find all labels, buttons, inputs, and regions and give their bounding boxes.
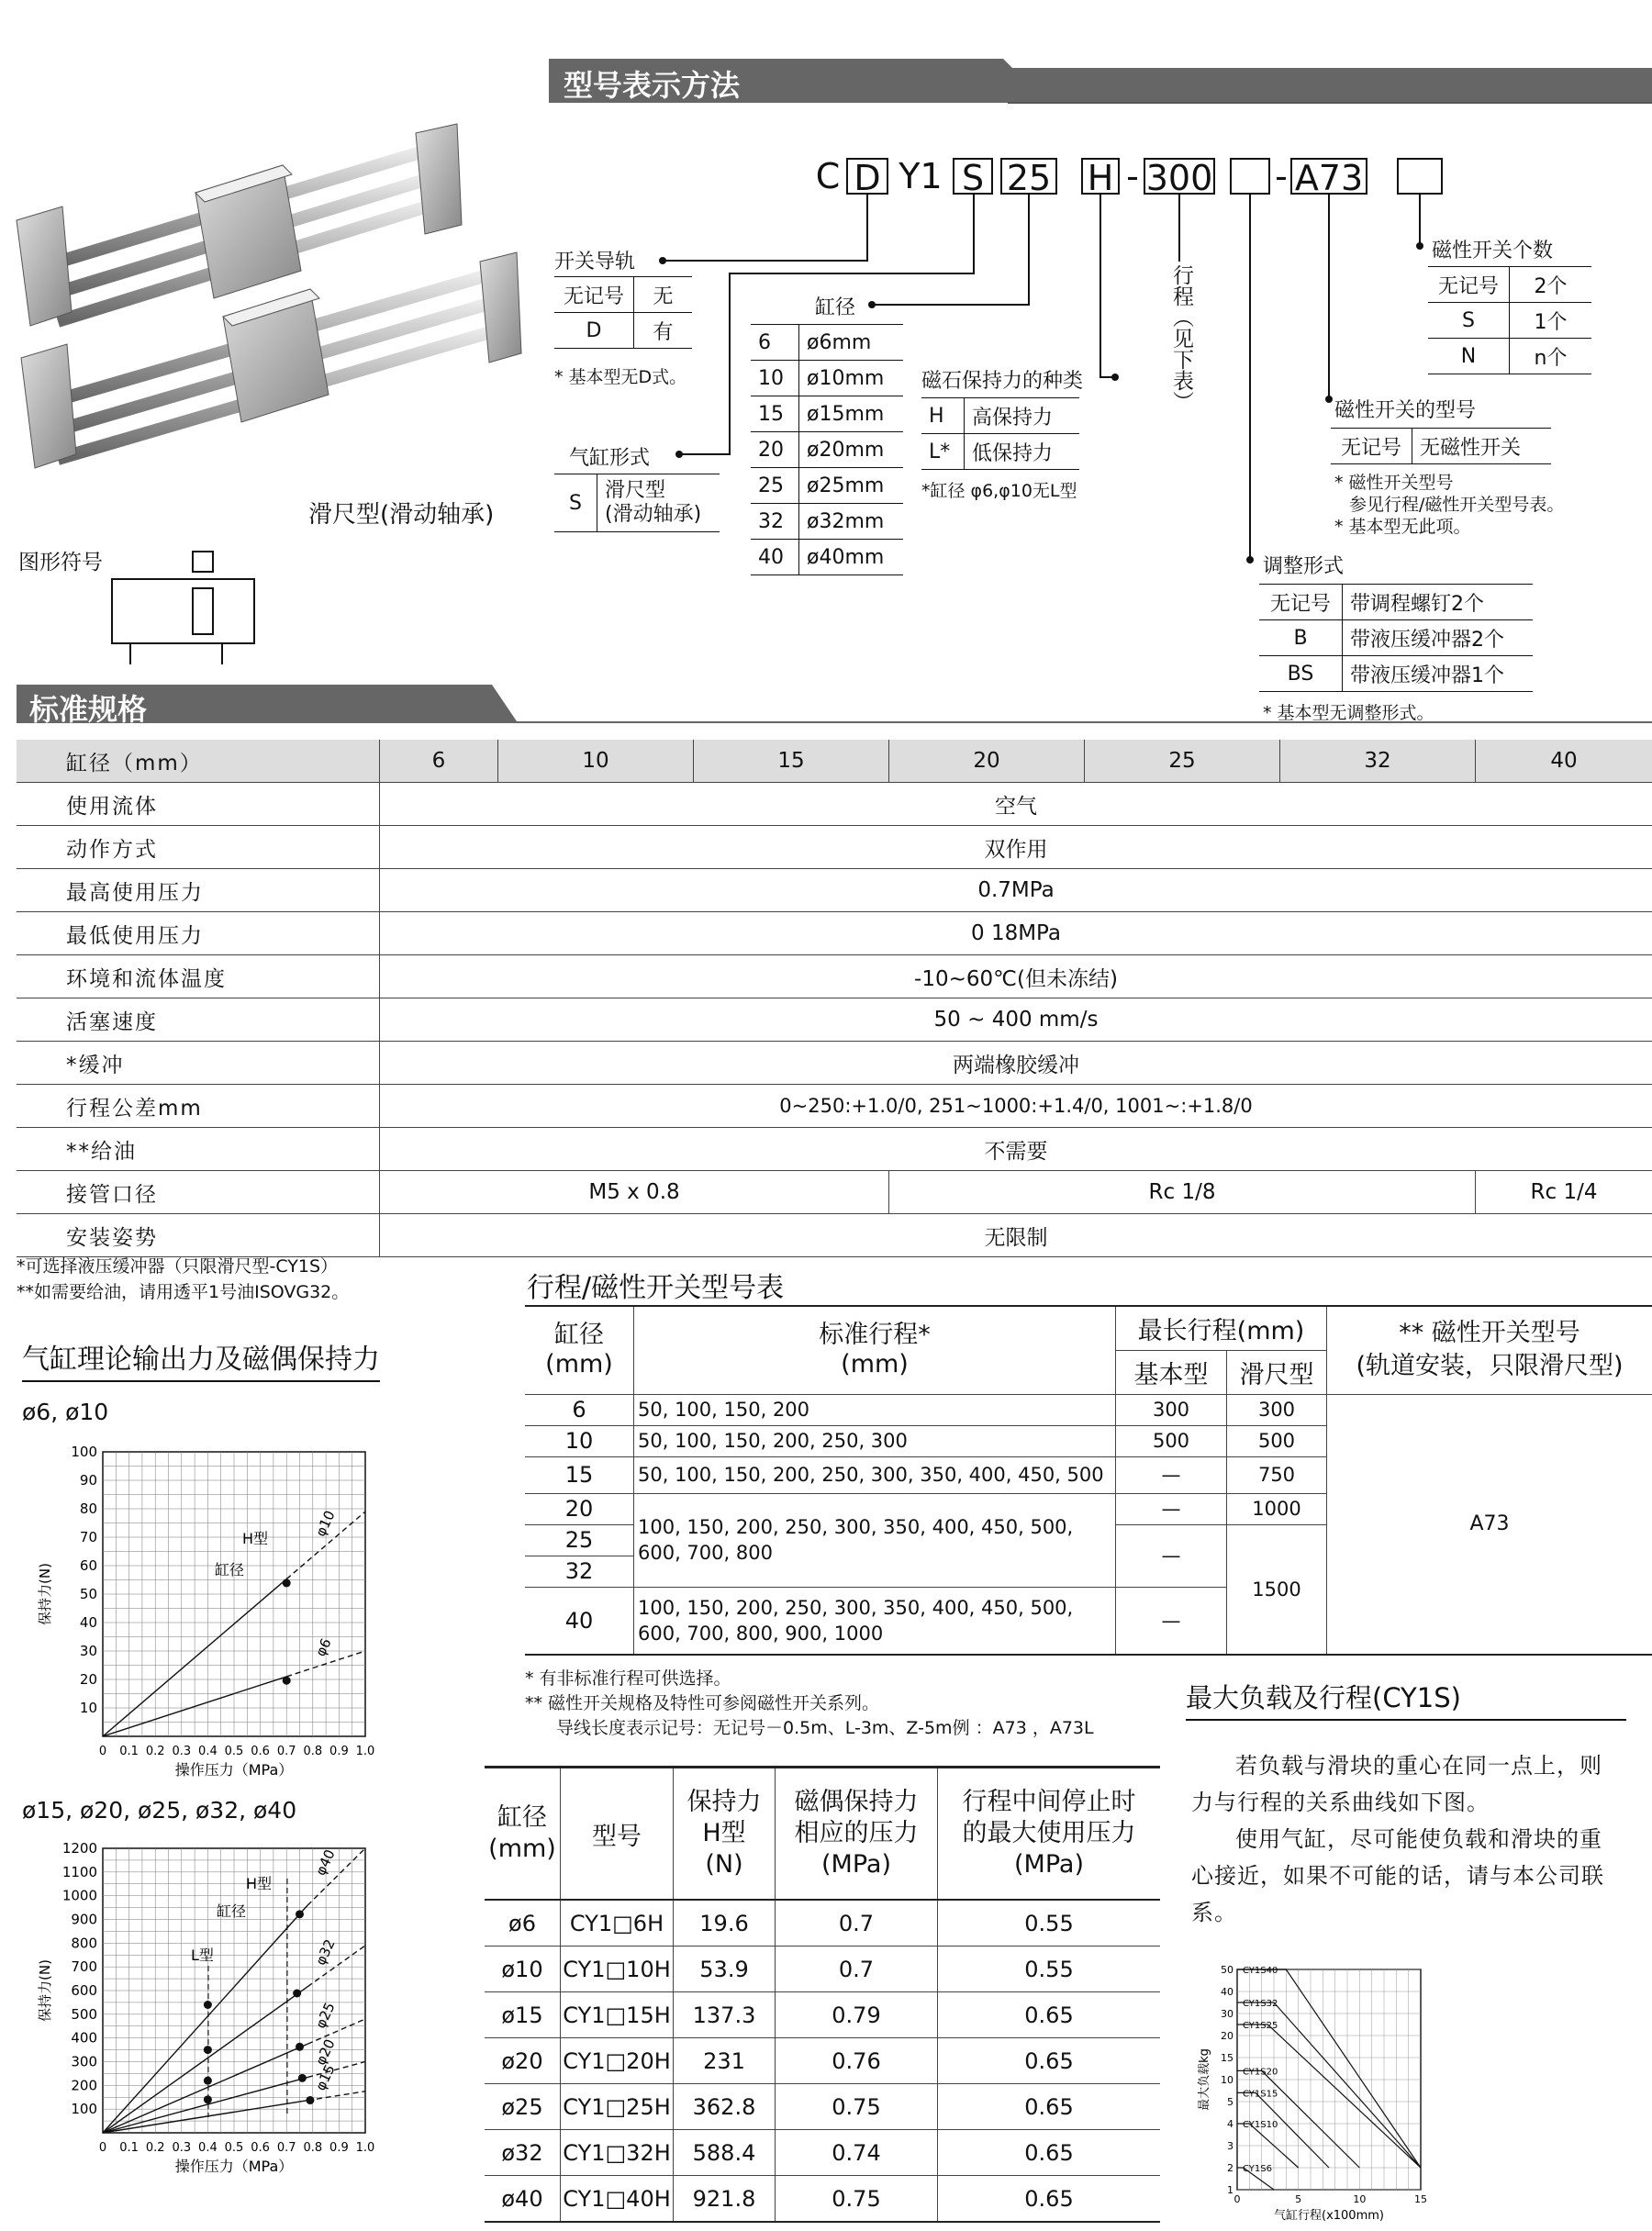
y-tick-label: 40 [1221,1986,1233,1998]
x-tick-label: 0.6 [251,2141,270,2155]
x-tick-label: 10 [1353,2193,1367,2205]
model-notation-title: 型号表示方法 [564,68,741,103]
stroke-table: 缸径 (mm) 标准行程* (mm) 最长行程(mm) ** 磁性开关型号 (轨道安装，只限滑尺型) 基本型 滑尺型 6 50, 100, 150, 200 300 300 A73 10 50, 100, 150, 200, 250, 300 500 500 15 50, 100, 150, 200, 250, 300, 350, 400, 450, 500 — 750 20 100, 150, 200, 250, 300, 350, 400, 450, 500, 600, 700, 800 — 1000 25 — 1500 32 40 100, 150, 200, 250, 300, 350, 400, 450, 500, 600, 700, 800, 900, 1000 — [525,1305,1652,1656]
switch-rail-note: * 基本型无D式。 [554,367,687,387]
standard-specs-header-bar [17,685,1652,731]
x-tick-label: 0.7 [276,1745,296,1758]
y-tick-label: 600 [71,1982,97,1999]
data-point [296,2043,304,2051]
data-point [296,1910,304,1918]
load-text: 若负载与滑块的重心在同一点上，则力与行程的关系曲线如下图。 使用气缸，尽可能使负载和滑块的重心接近，如果不可能的话，请与本公司联系。 [1191,1753,1604,1925]
y-tick-label: 3 [1227,2140,1233,2152]
code-part-c: C [815,156,841,196]
y-tick-label: 1100 [61,1863,97,1880]
hold-row: ø15 CY1□15H 137.3 0.79 0.65 [485,1992,1160,2038]
adjust-table: 无记号 带调程螺钉2个 B 带液压缓冲器2个 BS 带液压缓冲器1个 [1259,584,1533,692]
y-tick-label: 60 [79,1557,97,1574]
y-tick-label: 15 [1221,2052,1233,2064]
y-tick-label: 900 [71,1911,97,1928]
series-label: CY1S25 [1243,2021,1278,2031]
series-label: φ10 [312,1508,339,1540]
spec-table: 缸径（mm） 6 10 15 20 25 32 40 使用流体 空气 动作方式 双作用 最高使用压力 0.7MPa 最低使用压力 0 18MPa 环境和流体温度 -10~60℃(但未冻结) 活塞速度 50 ~ 400 mm/s *缓冲 两端橡胶缓冲 行程公差mm 0~250:+1.0/0, 251~1000:+1.4/0, 1001~:+1.8/0 **给油 不需要 接管口径 M5 x 0.8 Rc 1/8 Rc 1/4 安装姿势 无限制 [17,740,1652,1257]
y-tick-label: 500 [71,2005,97,2023]
y-tick-label: 2 [1227,2162,1233,2174]
series-line [103,2044,307,2133]
y-tick-label: 1 [1227,2184,1233,2196]
x-tick-label: 15 [1414,2193,1427,2205]
x-tick-label: 0.4 [198,2141,218,2155]
switch-model-title: 磁性开关的型号 [1334,399,1477,422]
switch-rail-title: 开关导轨 [554,251,636,273]
data-point [204,2046,212,2054]
x-tick-label: 0.3 [172,2141,192,2155]
y-tick-label: 400 [71,2029,97,2047]
data-point [204,2095,212,2103]
y-tick-label: 100 [71,1444,97,1460]
hold-row: ø20 CY1□20H 231 0.76 0.65 [485,2038,1160,2084]
x-tick-label: 1.0 [355,1745,374,1758]
switch-count-title: 磁性开关个数 [1432,240,1554,262]
switch-rail-table: 无记号 无 D 有 [554,276,692,349]
chart1-subtitle: ø6, ø10 [22,1399,109,1425]
y-tick-label: 100 [71,2101,97,2118]
code-part-magnet-force: H [1081,158,1120,195]
y-tick-label: 20 [79,1671,97,1688]
hold-row: ø32 CY1□32H 588.4 0.74 0.65 [485,2130,1160,2176]
bore-table: 6 ø6mm 10 ø10mm 15 ø15mm 20 ø20mm 25 ø25mm 32 ø32mm 40 ø40mm [751,324,903,575]
bore-title: 缸径 [815,296,856,319]
y-axis-label: 保持力(N) [37,1563,53,1625]
x-tick-label: 0.8 [303,2141,323,2155]
stroke-table-title: 行程/磁性开关型号表 [527,1272,785,1304]
y-axis-label: 保持力(N) [37,1959,53,2022]
chart-holding-force-large [26,1828,374,2188]
series-line-dashed [307,2092,365,2101]
adjust-title: 调整形式 [1263,555,1345,578]
load-title: 最大负载及行程(CY1S) [1186,1678,1626,1721]
data-point [204,2077,212,2085]
y-tick-label: 90 [79,1472,97,1489]
x-tick-label: 0.1 [119,2141,139,2155]
magnet-force-title: 磁石保持力的种类 [921,370,1084,393]
code-part-stroke: 300 [1144,158,1215,195]
data-point [283,1578,291,1587]
force-title: 气缸理论输出力及磁偶保持力 [22,1336,380,1382]
x-tick-label: 0.9 [329,1745,349,1758]
y-tick-label: 50 [1221,1964,1233,1976]
chart-holding-force-small [26,1432,374,1791]
series-label: φ25 [312,2000,339,2032]
x-tick-label: 0.5 [224,1745,244,1758]
series-label: CY1S10 [1243,2120,1278,2130]
y-tick-label: 20 [1221,2030,1233,2042]
code-part-y1: Y1 [899,156,943,196]
code-part-switch-model: A73 [1290,158,1367,195]
x-tick-label: 1.0 [355,2141,374,2155]
switch-model-table: 无记号 无磁性开关 [1331,428,1551,464]
hold-row: ø10 CY1□10H 53.9 0.7 0.55 [485,1947,1160,1992]
code-dash-1: - [1126,156,1139,196]
y-tick-label: 10 [79,1700,97,1716]
y-tick-label: 50 [79,1586,97,1602]
x-tick-label: 0.3 [172,1745,192,1758]
y-tick-label: 800 [71,1935,97,1952]
switch-count-table: 无记号 2个 S 1个 N n个 [1428,266,1591,374]
series-label: φ20 [312,2036,339,2069]
x-tick-label: 0.6 [251,1745,270,1758]
data-point [306,2096,314,2104]
hold-row: ø25 CY1□25H 362.8 0.75 0.65 [485,2084,1160,2130]
y-tick-label: 1200 [61,1840,97,1857]
annotation-bore: 缸径 [217,1902,247,1920]
spec-notes: *可选择液压缓冲器（只限滑尺型-CY1S） **如需要给油，请用透平1号油ISOVG32。 [17,1256,350,1302]
code-dash-2: - [1275,156,1288,196]
chart2-subtitle: ø15, ø20, ø25, ø32, ø40 [22,1797,297,1824]
y-tick-label: 200 [71,2077,97,2094]
data-point [283,1677,291,1685]
hold-row: ø6 CY1□6H 19.6 0.7 0.55 [485,1900,1160,1947]
y-tick-label: 30 [79,1643,97,1659]
y-tick-label: 5 [1227,2096,1233,2108]
series-label: φ15 [312,2061,339,2093]
y-tick-label: 30 [1221,2008,1233,2020]
series-line [1237,2092,1329,2168]
adjust-note: * 基本型无调整形式。 [1263,703,1434,723]
stroke-table-switch: A73 [1327,1394,1652,1655]
series-label: CY1S6 [1243,2164,1272,2174]
x-axis-label: 操作压力（MPa） [174,1761,294,1779]
x-tick-label: 0.8 [303,1745,323,1758]
x-tick-label: 0 [98,2141,107,2155]
y-tick-label: 1000 [61,1887,97,1904]
series-label: CY1S15 [1243,2089,1278,2100]
y-tick-label: 70 [79,1529,97,1545]
x-tick-label: 0 [1233,2193,1241,2205]
product-caption: 滑尺型(滑动轴承) [308,501,495,529]
stroke-table-notes: * 有非标准行程可供选择。 ** 磁性开关规格及特性可参阅磁性开关系列。 导线长度表示记号：无记号－0.5m、L-3m、Z-5m例 ：A73 ，A73L [525,1668,1094,1738]
data-point [298,2074,307,2082]
x-tick-label: 0 [98,1745,107,1758]
x-tick-label: 0.5 [224,2141,244,2155]
cyl-form-table: S 滑尺型 (滑动轴承) [554,474,720,532]
symbol-label: 图形符号 [18,551,103,574]
y-tick-label: 80 [79,1500,97,1517]
data-point [204,2001,212,2009]
series-label: φ40 [312,1846,339,1879]
magnet-force-table: H 高保持力 L* 低保持力 [921,397,1079,470]
y-tick-label: 700 [71,1958,97,1976]
series-label: CY1S32 [1243,1999,1278,2009]
cyl-form-title: 气缸形式 [569,447,651,470]
y-tick-label: 300 [71,2053,97,2070]
annotation-l-type: L型 [191,1947,214,1964]
annotation-h-type: H型 [246,1875,273,1892]
switch-model-notes: * 磁性开关型号 参见行程/磁性开关型号表。 * 基本型无此项。 [1334,473,1565,537]
code-part-bore: 25 [1000,158,1057,195]
y-tick-label: 4 [1227,2118,1233,2130]
x-tick-label: 0.9 [329,2141,349,2155]
x-tick-label: 0.1 [119,1745,139,1758]
series-label: φ6 [312,1635,335,1659]
holding-force-table: 缸径 (mm) 型号 保持力 H型 (N) 磁偶保持力 相应的压力 (MPa) 行程中间停止时 的最大使用压力 (MPa) ø6 CY1□6H 19.6 0.7 0.55 ø10 CY1□10H 53.9 0.7 0.55 ø15 CY1□15H 137.3 0.79 0.65 ø20 CY1□20H 231 0.76 0.65 ø25 CY1□25H 362.8 0.75 0.65 ø32 CY1□32H 588.4 0.74 0.65 ø40 CY1□40H 921.8 0.75 0.65 [485,1766,1160,2223]
y-tick-label: 40 [79,1614,97,1631]
x-tick-label: 0.2 [145,2141,165,2155]
series-label: CY1S20 [1243,2067,1278,2078]
x-tick-label: 0.7 [276,2141,296,2155]
chart-max-load [1193,1942,1468,2230]
x-tick-label: 5 [1295,2193,1302,2205]
annotation-h-type: H型 [242,1530,269,1547]
y-tick-label: 10 [1221,2074,1233,2086]
standard-specs-header [17,685,1652,731]
spec-head-label: 缸径（mm） [17,740,380,783]
code-part-switch-rail: D [846,158,888,195]
x-tick-label: 0.2 [145,1745,165,1758]
annotation-bore: 缸径 [215,1561,245,1578]
series-label: CY1S40 [1243,1966,1278,1976]
series-label: φ32 [312,1936,339,1969]
x-axis-label: 操作压力（MPa） [174,2158,294,2175]
stroke-label: 行程（见下表） [1169,264,1193,412]
code-part-cylinder-form: S [953,158,993,195]
magnet-force-note: *缸径 φ6,φ10无L型 [921,481,1077,501]
x-axis-label: 气缸行程(x100mm) [1274,2209,1384,2223]
data-point [293,1989,301,1997]
standard-specs-title: 标准规格 [29,692,148,727]
x-tick-label: 0.4 [198,1745,218,1758]
y-axis-label: 最大负载kg [1198,2048,1211,2111]
series-line [103,1987,307,2133]
hold-row: ø40 CY1□40H 921.8 0.75 0.65 [485,2176,1160,2223]
